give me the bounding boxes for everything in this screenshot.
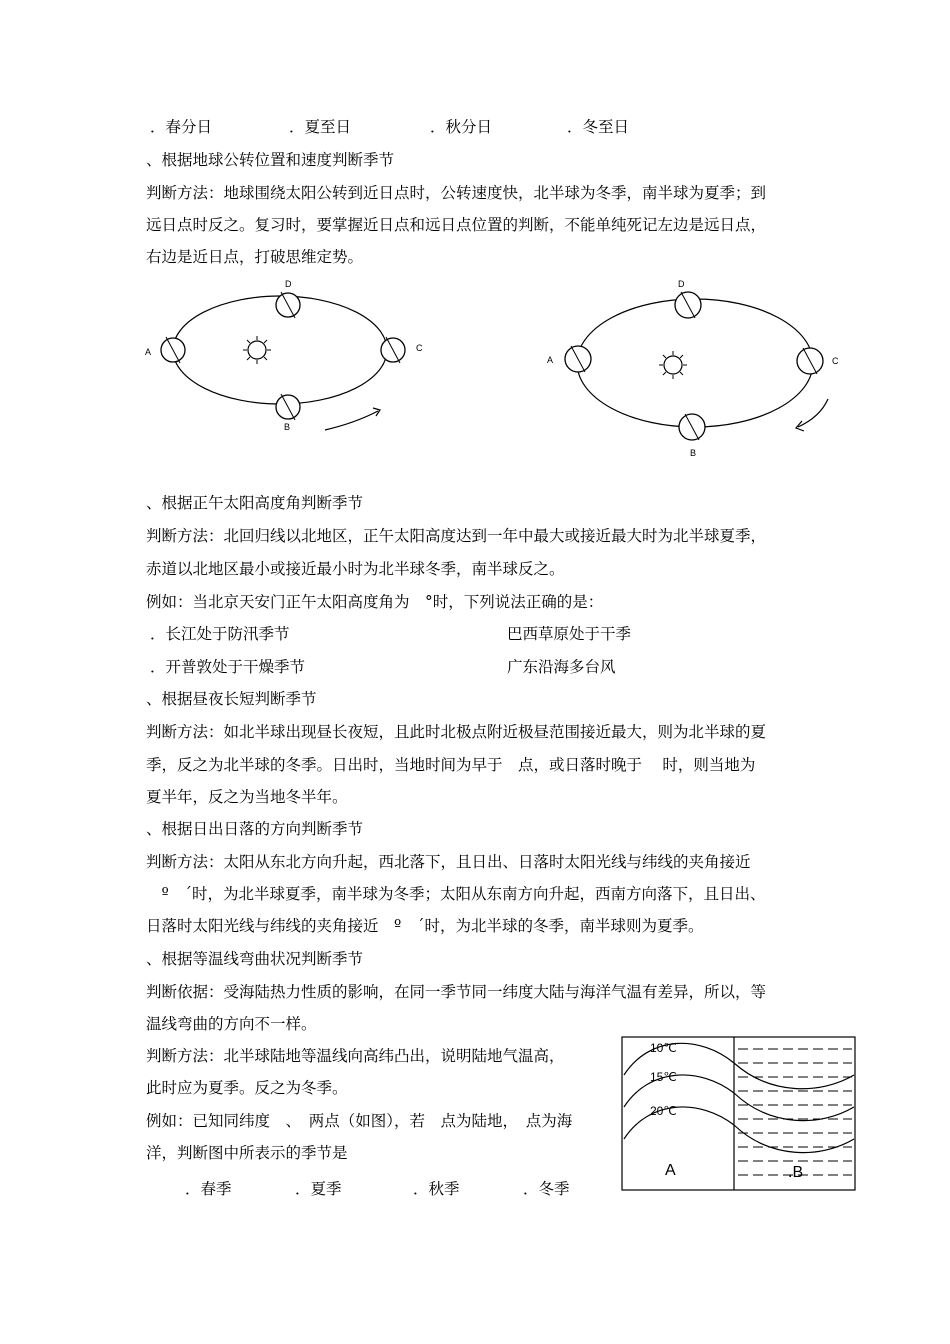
option-c: ．秋分日	[430, 118, 493, 136]
label-b: B	[690, 448, 697, 458]
earth-icon	[675, 292, 701, 318]
label-c: C	[416, 343, 423, 353]
label-a: A	[547, 355, 554, 365]
option-a: ．长江处于防汛季节	[150, 625, 290, 643]
option-b: 巴西草原处于干季	[507, 625, 632, 643]
option-d: 广东沿海多台风	[507, 658, 616, 676]
option-b: ．夏季	[295, 1180, 342, 1198]
sun-icon	[659, 351, 687, 379]
sun-icon	[243, 336, 271, 364]
paragraph-line: 洋，判断图中所表示的季节是	[146, 1144, 348, 1162]
earth-icon	[381, 337, 405, 363]
section-heading: 、根据正午太阳高度角判断季节	[146, 494, 364, 512]
direction-arrow-icon	[798, 399, 828, 427]
paragraph-line: 季，反之为北半球的冬季。日出时，当地时间为早于 点，或日落时晚于 时，则当地为	[146, 756, 756, 774]
label-a: A	[145, 347, 152, 357]
paragraph-line: º ´时，为北半球夏季，南半球为冬季；太阳从东南方向升起，西南方向落下，且日出、	[146, 885, 766, 903]
earth-icon	[276, 292, 300, 318]
earth-icon	[679, 414, 705, 440]
option-c: ．开普敦处于干燥季节	[150, 658, 306, 676]
point-b-label: .B	[788, 1164, 804, 1181]
point-a-label: A	[665, 1162, 676, 1179]
section-heading: 、根据日出日落的方向判断季节	[146, 820, 364, 838]
isotherm-label: 15℃	[650, 1070, 677, 1084]
earth-icon	[797, 348, 823, 374]
earth-icon	[161, 337, 185, 363]
paragraph-line: 判断方法：太阳从东北方向升起，西北落下，且日出、日落时太阳光线与纬线的夹角接近	[146, 853, 751, 871]
label-b: B	[284, 422, 291, 432]
paragraph-line: 判断方法：如北半球出现昼长夜短，且此时北极点附近极昼范围接近最大，则为北半球的夏	[146, 723, 767, 741]
orbit-diagram-right	[540, 275, 850, 465]
paragraph-line: 远日点时反之。复习时，要掌握近日点和远日点位置的判断，不能单纯死记左边是远日点，	[146, 216, 767, 234]
isotherm-label: 20℃	[650, 1104, 677, 1118]
example-line: 例如：当北京天安门正午太阳高度角为 °时，下列说法正确的是：	[146, 593, 604, 611]
isotherm-label: 10℃	[650, 1041, 677, 1055]
paragraph-line: 此时应为夏季。反之为冬季。	[146, 1079, 348, 1097]
label-d: D	[678, 279, 685, 289]
paragraph-line: 例如：已知同纬度 、 两点（如图），若 点为陆地， 点为海	[146, 1112, 573, 1130]
section-heading: 、根据等温线弯曲状况判断季节	[146, 950, 364, 968]
option-a: ．春季	[185, 1180, 232, 1198]
option-d: ．冬季	[523, 1180, 570, 1198]
earth-icon	[565, 346, 591, 372]
section-heading: 、根据昼夜长短判断季节	[146, 690, 317, 708]
paragraph-line: 右边是近日点，打破思维定势。	[146, 248, 364, 266]
paragraph-line: 温线弯曲的方向不一样。	[146, 1015, 317, 1033]
label-c: C	[832, 356, 839, 366]
orbit-diagram-left	[140, 275, 440, 440]
option-b: ．夏至日	[289, 118, 352, 136]
paragraph-line: 夏半年，反之为当地冬半年。	[146, 788, 348, 806]
paragraph-line: 判断方法：地球围绕太阳公转到近日点时，公转速度快，北半球为冬季，南半球为夏季；到	[146, 184, 767, 202]
option-d: ．冬至日	[567, 118, 630, 136]
direction-arrow-icon	[325, 411, 378, 430]
option-a: ．春分日	[150, 118, 213, 136]
paragraph-line: 判断依据：受海陆热力性质的影响，在同一季节同一纬度大陆与海洋气温有差异，所以，等	[146, 983, 767, 1001]
option-c: ．秋季	[413, 1180, 460, 1198]
paragraph-line: 判断方法：北回归线以北地区，正午太阳高度达到一年中最大或接近最大时为北半球夏季，	[146, 527, 767, 545]
paragraph-line: 日落时太阳光线与纬线的夹角接近 º ´时，为北半球的冬季，南半球则为夏季。	[146, 917, 704, 935]
earth-icon	[276, 394, 300, 420]
paragraph-line: 判断方法：北半球陆地等温线向高纬凸出，说明陆地气温高，	[146, 1047, 565, 1065]
label-d: D	[285, 279, 292, 289]
section-heading: 、根据地球公转位置和速度判断季节	[146, 151, 395, 169]
paragraph-line: 赤道以北地区最小或接近最小时为北半球冬季，南半球反之。	[146, 560, 565, 578]
isotherm-diagram	[620, 1035, 858, 1195]
